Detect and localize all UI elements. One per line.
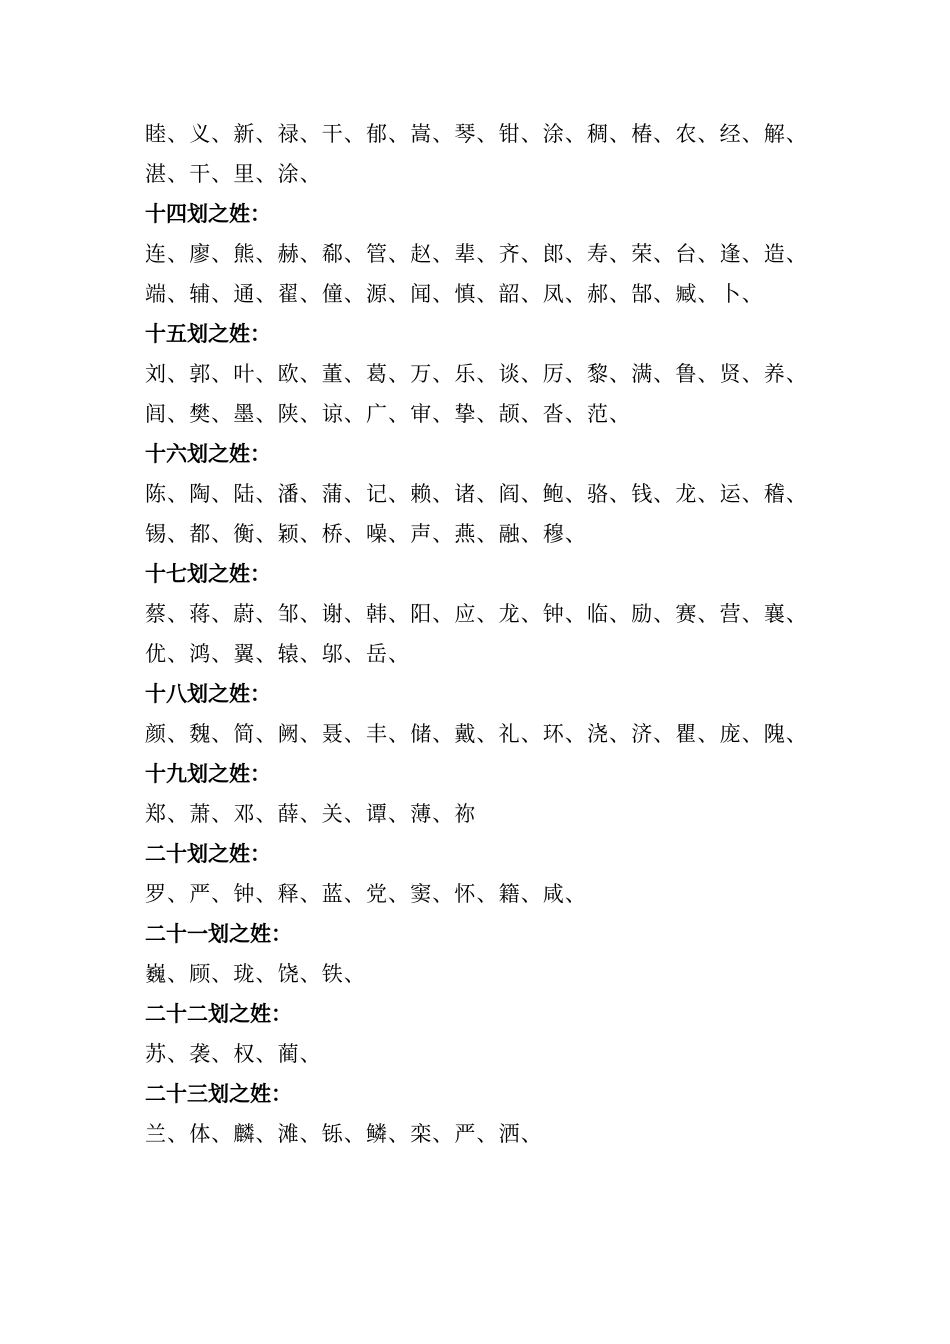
surname-list-line: 兰、体、麟、滩、铄、鳞、栾、严、洒、 — [145, 1122, 543, 1146]
stroke-count-heading: 十七划之姓： — [145, 562, 271, 586]
surname-list-line: 湛、干、里、涂、 — [145, 162, 322, 186]
surname-list-line: 苏、袭、权、蔺、 — [145, 1042, 322, 1066]
stroke-count-heading: 十四划之姓： — [145, 202, 271, 226]
surname-list-line: 刘、郭、叶、欧、董、葛、万、乐、谈、厉、黎、满、鲁、贤、养、 — [145, 362, 808, 386]
stroke-count-heading: 二十划之姓： — [145, 842, 271, 866]
stroke-count-heading: 十九划之姓： — [145, 762, 271, 786]
surname-list-line: 颜、魏、简、阙、聂、丰、储、戴、礼、环、浇、济、瞿、庞、隗、 — [145, 722, 808, 746]
surname-list-line: 锡、都、衡、颖、桥、噪、声、燕、融、穆、 — [145, 522, 587, 546]
surname-list-line: 连、廖、熊、赫、郗、管、赵、辈、齐、郎、寿、荣、台、逢、造、 — [145, 242, 808, 266]
surname-list-line: 蔡、蒋、蔚、邹、谢、韩、阳、应、龙、钟、临、励、赛、营、襄、 — [145, 602, 808, 626]
stroke-count-heading: 十六划之姓： — [145, 442, 271, 466]
surname-list-line: 罗、严、钟、释、蓝、党、窦、怀、籍、咸、 — [145, 882, 587, 906]
surname-list-line: 巍、顾、珑、饶、铁、 — [145, 962, 366, 986]
stroke-count-heading: 二十三划之姓： — [145, 1082, 292, 1106]
document-page — [145, 114, 835, 1154]
stroke-count-heading: 二十一划之姓： — [145, 922, 292, 946]
surname-list-line: 优、鸿、翼、辕、邬、岳、 — [145, 642, 411, 666]
stroke-count-heading: 十五划之姓： — [145, 322, 271, 346]
surname-list-line: 陈、陶、陆、潘、蒲、记、赖、诸、阎、鲍、骆、钱、龙、运、稽、 — [145, 482, 808, 506]
stroke-count-heading: 十八划之姓： — [145, 682, 271, 706]
surname-list-line: 闾、樊、墨、陕、谅、广、审、挚、颉、沓、范、 — [145, 402, 632, 426]
stroke-count-heading: 二十二划之姓： — [145, 1002, 292, 1026]
surname-list-line: 端、辅、通、翟、僮、源、闻、慎、韶、凤、郝、郜、臧、卜、 — [145, 282, 764, 306]
surname-list-line: 睦、义、新、禄、干、郁、嵩、琴、钳、涂、稠、椿、农、经、解、 — [145, 122, 808, 146]
surname-list-line: 郑、萧、邓、薛、关、谭、薄、祢 — [145, 802, 477, 826]
